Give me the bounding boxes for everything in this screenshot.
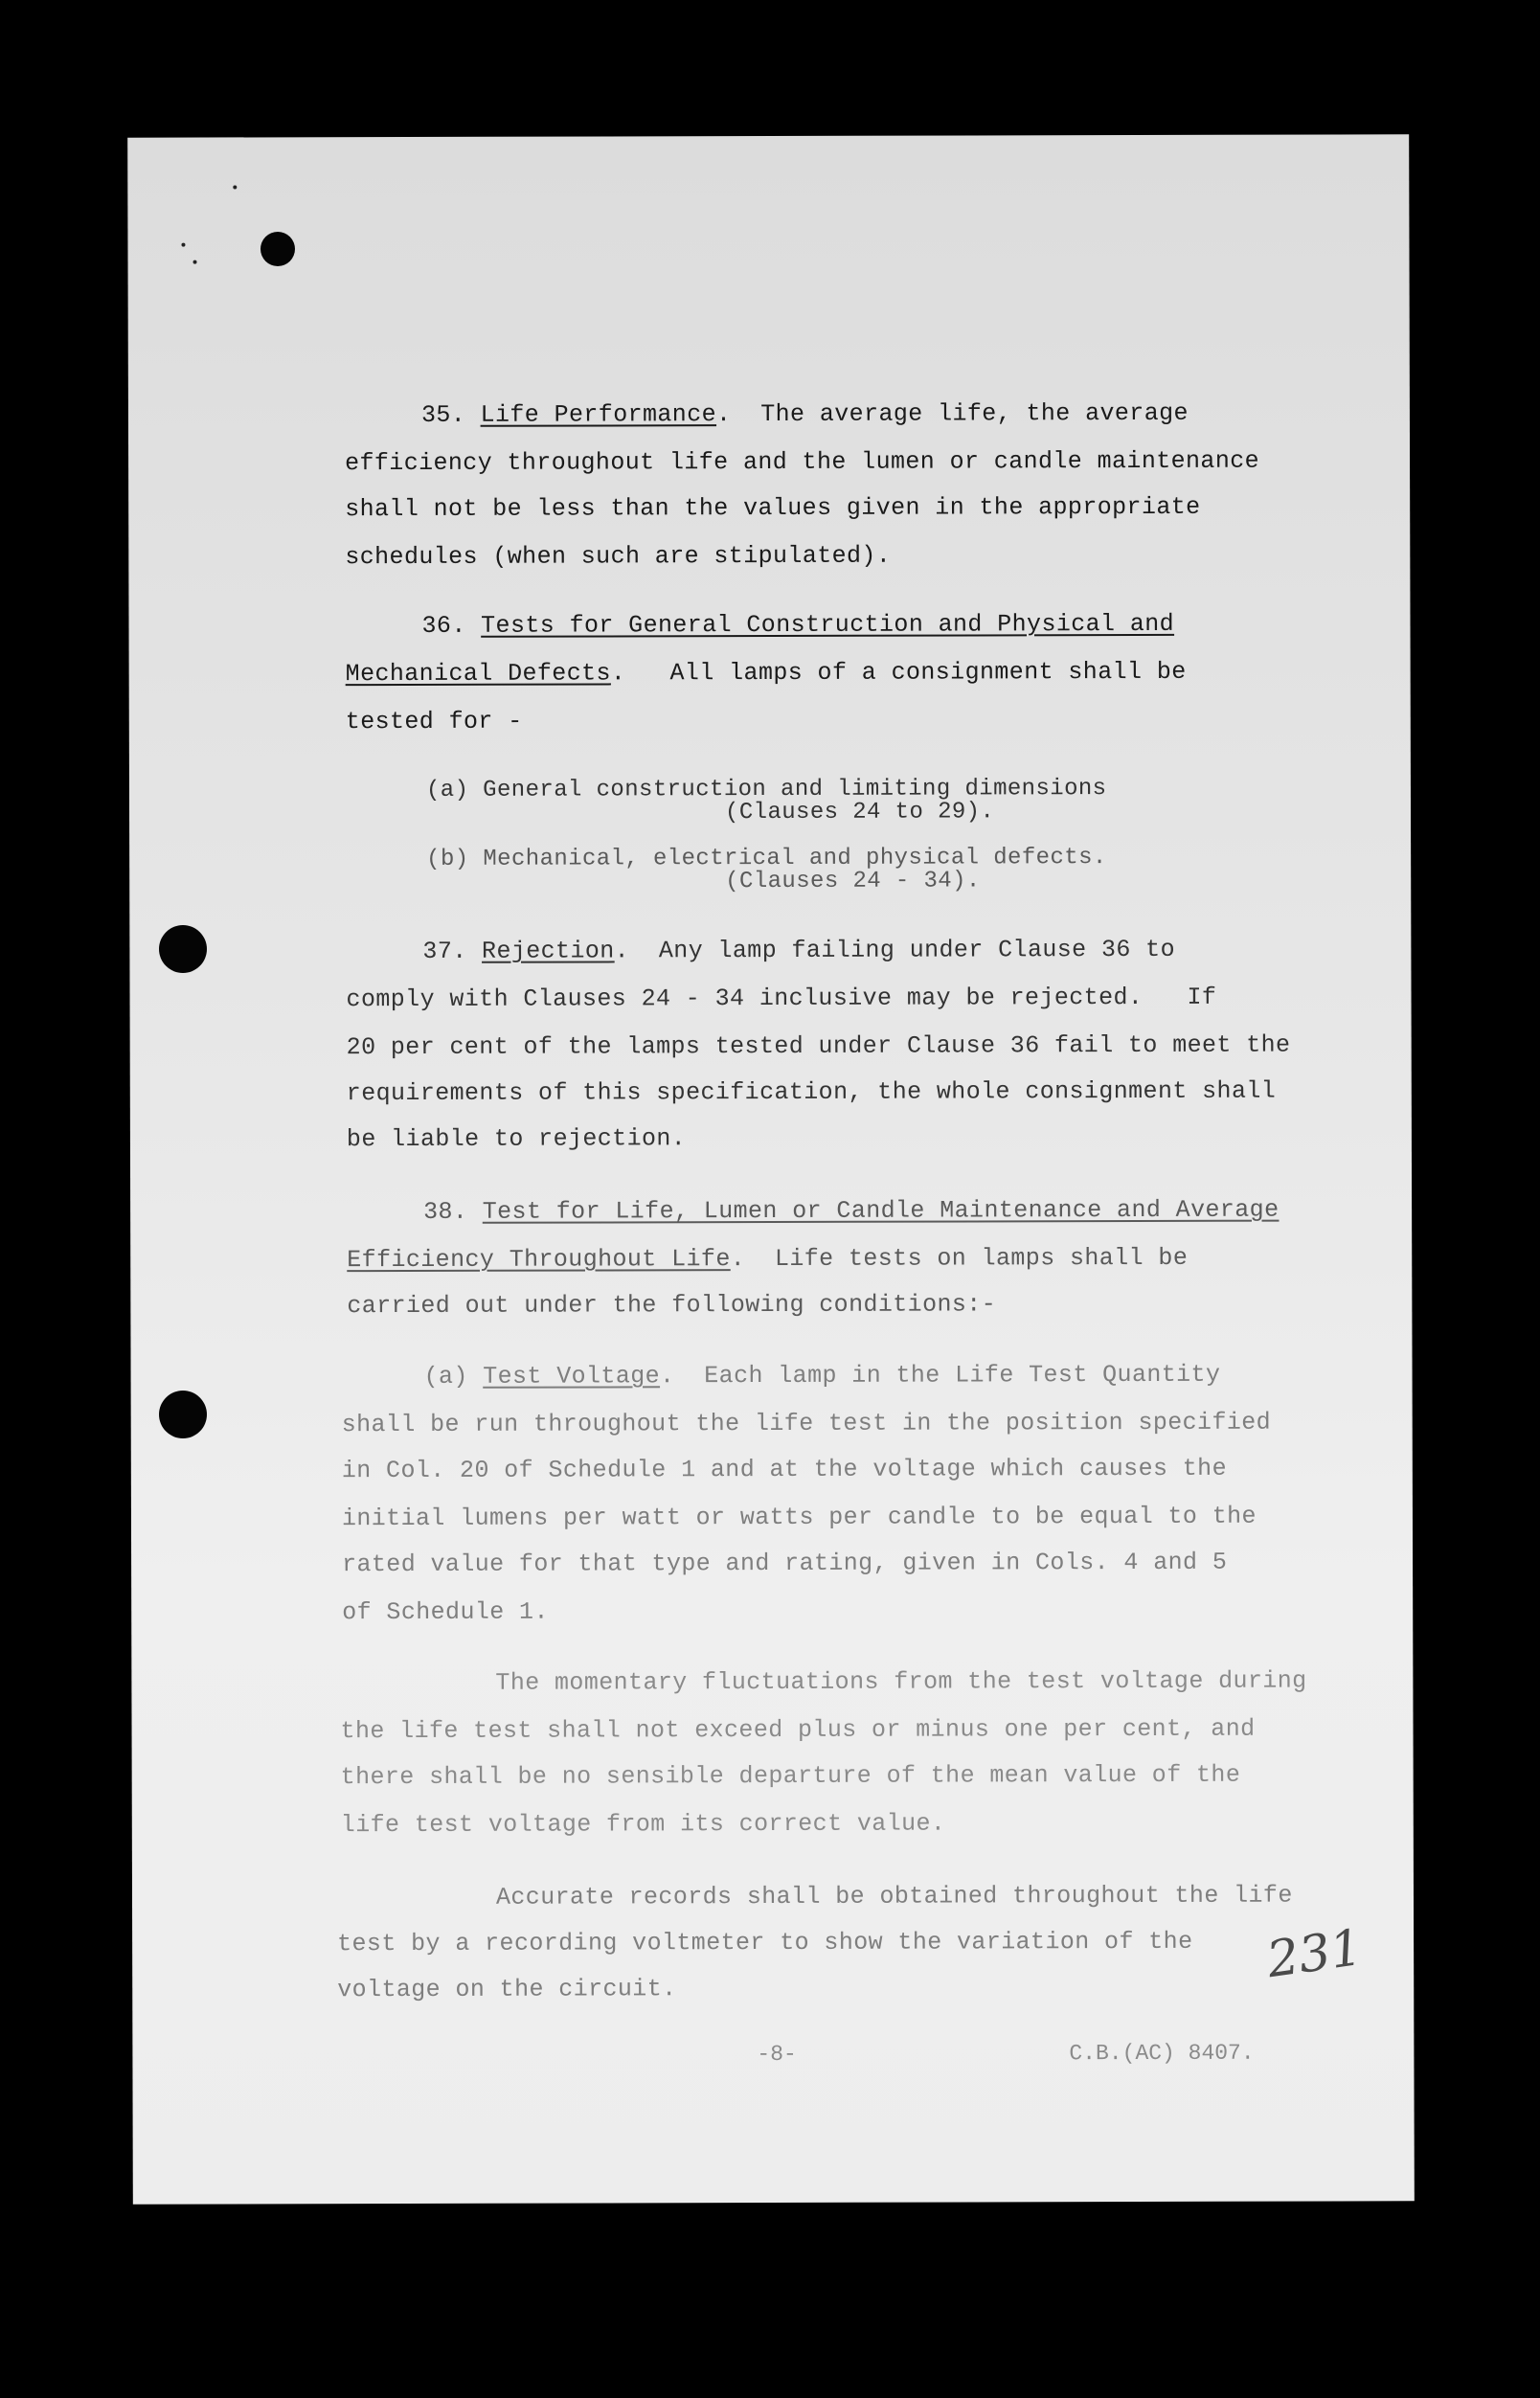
clause-38-heading: Test for Life, Lumen or Candle Maintenance and Average (482, 1195, 1280, 1226)
clause-38-para3-line: voltage on the circuit. (337, 1975, 677, 2004)
clause-38-para3-line: test by a recording voltmeter to show the variation of the (337, 1927, 1193, 1958)
clause-38-item-a-first-line: (a) Test Voltage. Each lamp in the Life Test Quantity (423, 1360, 1221, 1391)
punch-hole (159, 1391, 207, 1438)
clause-38-first-line: 38. Test for Life, Lumen or Candle Maintenance and Average (423, 1195, 1280, 1226)
clause-38-line: carried out under the following conditions:- (347, 1290, 997, 1321)
clause-38-item-a-line: rated value for that type and rating, given in Cols. 4 and 5 (342, 1548, 1228, 1579)
clause-35-line: efficiency throughout life and the lumen or candle maintenance (345, 446, 1260, 478)
clause-36-item-b: (b) Mechanical, electrical and physical defects. (426, 845, 1107, 872)
clause-38-para2-line: life test voltage from its correct value. (340, 1809, 946, 1840)
clause-38-para2-line: there shall be no sensible departure of the mean value of the (340, 1760, 1241, 1792)
clause-37-first-line: 37. Rejection. Any lamp failing under Clause 36 to (422, 935, 1176, 965)
handwritten-mark: 231 (1263, 1918, 1367, 1990)
punch-hole (260, 232, 295, 266)
clause-36-second-line: Mechanical Defects. All lamps of a consignment shall be (345, 657, 1187, 689)
clause-35-first-line: 35. Life Performance. The average life, the average (420, 398, 1189, 429)
clause-36-item-a: (a) General construction and limiting dimensions (425, 776, 1107, 803)
punch-hole (159, 925, 207, 973)
clause-35-heading: Life Performance (480, 400, 717, 429)
document-text (127, 134, 1415, 2204)
clause-36-item-b-ref: (Clauses 24 - 34). (725, 868, 981, 895)
clause-35-line: shall not be less than the values given in the appropriate (345, 492, 1201, 524)
clause-36-first-line: 36. Tests for General Construction and Physical and (421, 609, 1175, 640)
page-number: -8- (757, 2041, 797, 2068)
clause-37-heading: Rejection (481, 937, 615, 965)
clause-38-para2-line: The momentary fluctuations from the test voltage during (495, 1666, 1307, 1697)
document-page (127, 134, 1415, 2204)
clause-36-line: tested for - (345, 707, 523, 736)
clause-36-heading: Tests for General Construction and Physical and (481, 609, 1175, 640)
clause-38-second-line: Efficiency Throughout Life. Life tests on lamps shall be (347, 1243, 1189, 1275)
clause-37-line: be liable to rejection. (346, 1124, 687, 1154)
clause-38-item-a-line: initial lumens per watt or watts per candle to be equal to the (341, 1502, 1257, 1533)
clause-37-line: 20 per cent of the lamps tested under Clause 36 fail to meet the (346, 1030, 1291, 1062)
clause-38-item-a-heading: Test Voltage (483, 1362, 661, 1391)
clause-35-line: schedules (when such are stipulated). (345, 541, 892, 572)
clause-38-item-a-line: in Col. 20 of Schedule 1 and at the voltage which causes the (341, 1454, 1228, 1485)
clause-38-para3-line: Accurate records shall be obtained throughout the life (495, 1881, 1293, 1912)
clause-36-heading-cont: Mechanical Defects (345, 659, 611, 689)
clause-38-item-a-line: shall be run throughout the life test in the position specified (341, 1408, 1272, 1439)
clause-37-line: requirements of this specification, the whole consignment shall (346, 1076, 1277, 1108)
clause-38-heading-cont: Efficiency Throughout Life (347, 1245, 731, 1275)
document-reference: C.B.(AC) 8407. (1069, 2040, 1255, 2067)
clause-36-item-a-ref: (Clauses 24 to 29). (724, 799, 995, 826)
clause-38-item-a-line: of Schedule 1. (342, 1597, 549, 1627)
clause-38-para2-line: the life test shall not exceed plus or minus one per cent, and (340, 1714, 1256, 1746)
clause-37-line: comply with Clauses 24 - 34 inclusive may be rejected. If (346, 983, 1217, 1014)
